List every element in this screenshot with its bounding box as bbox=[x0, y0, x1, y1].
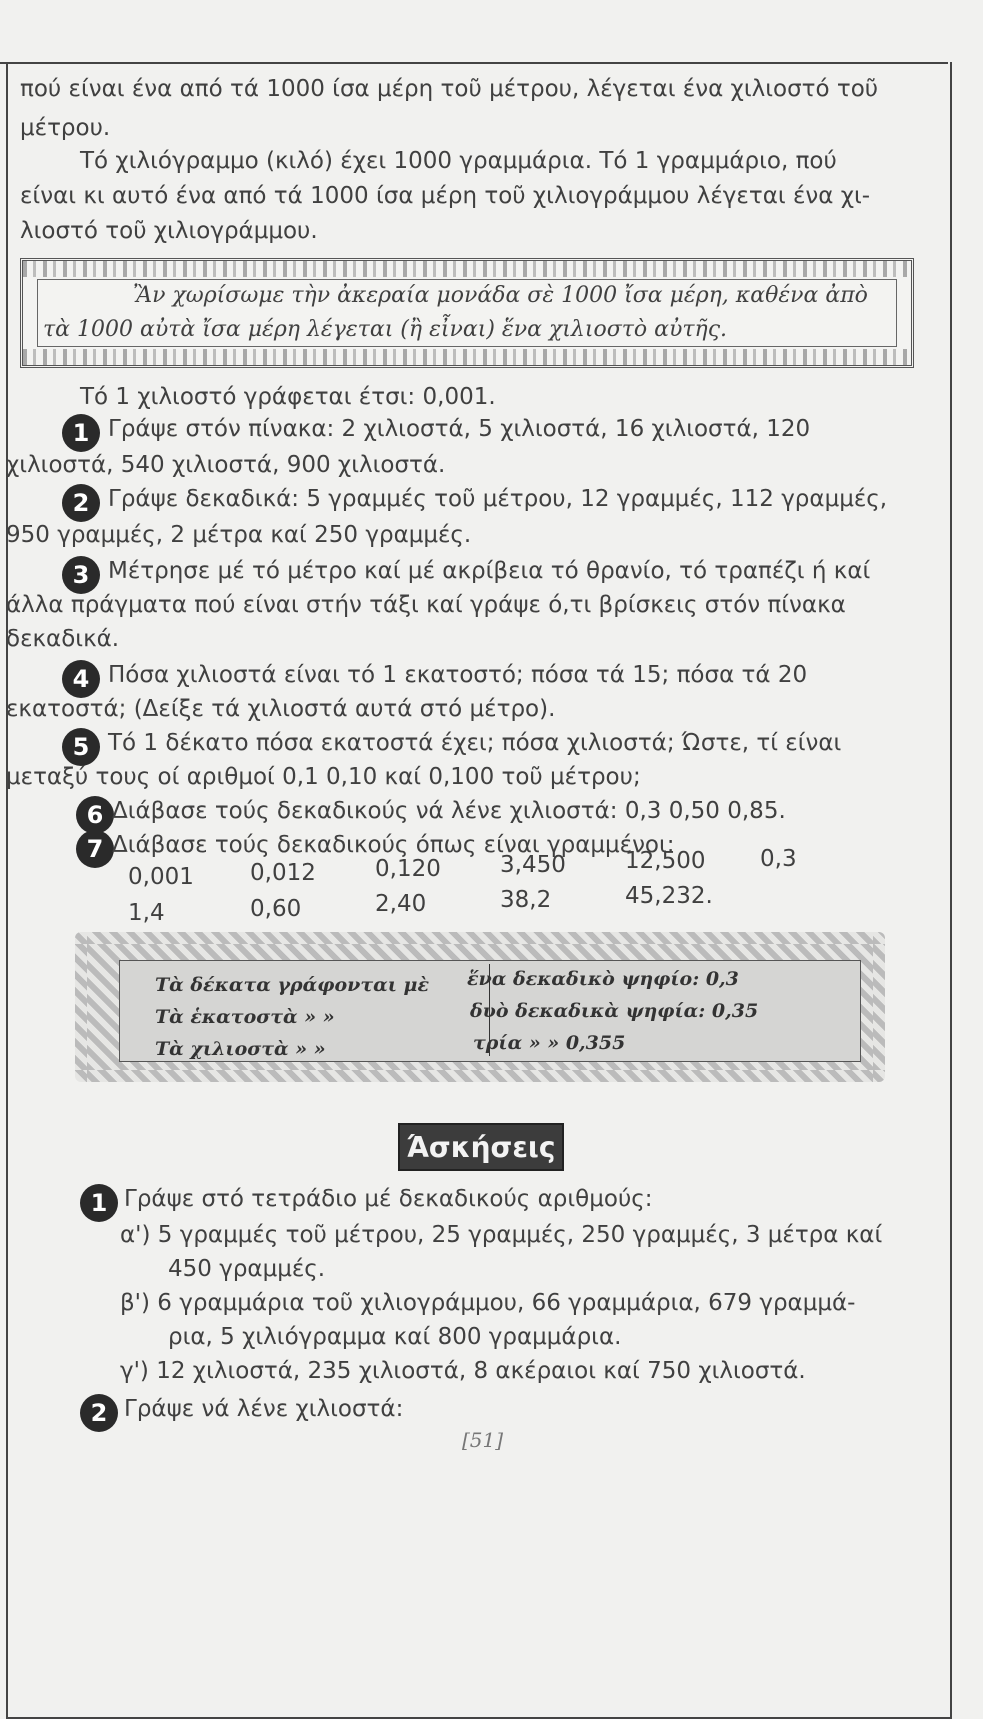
item-1 bbox=[6, 414, 942, 478]
item-text: Γράψε δεκαδικά: 5 γραμμές τοῦ μέτρου, 12 γραμμές, 112 γραμμές, bbox=[108, 486, 888, 512]
item-text: Διάβασε τούς δεκαδικούς όπως είναι γραμμένοι: bbox=[112, 832, 675, 858]
item-4 bbox=[6, 660, 942, 722]
item-text: δεκαδικά. bbox=[6, 626, 120, 652]
intro-line: Τό χιλιόγραμμο (κιλό) έχει 1000 γραμμάρια. Τό 1 γραμμάριο, πού bbox=[80, 148, 837, 174]
exercise-text: Γράψε νά λένε χιλιοστά: bbox=[124, 1396, 404, 1422]
exercise-part-a: α') 5 γραμμές τοῦ μέτρου, 25 γραμμές, 250 γραμμές, 3 μέτρα καί bbox=[120, 1222, 883, 1248]
table-row-right: δυὸ δεκαδικὰ ψηφία: 0,35 bbox=[470, 1000, 759, 1022]
item-text: Γράψε στόν πίνακα: 2 χιλιοστά, 5 χιλιοστά, 16 χιλιοστά, 120 bbox=[108, 416, 811, 442]
item-text: Διάβασε τούς δεκαδικούς νά λένε χιλιοστά: 0,3 0,50 0,85. bbox=[112, 798, 786, 824]
decimal-number: 12,500 bbox=[625, 848, 706, 874]
intro-line: πού είναι ένα από τά 1000 ίσα μέρη τοῦ μέτρου, λέγεται ένα χιλιοστό τοῦ bbox=[20, 76, 879, 102]
item-text: μεταξύ τους οί αριθμοί 0,1 0,10 καί 0,100 τοῦ μέτρου; bbox=[6, 764, 641, 790]
exercise-part-b: β') 6 γραμμάρια τοῦ χιλιογράμμου, 66 γραμμάρια, 679 γραμμά- bbox=[120, 1290, 856, 1316]
exercise-number-badge: 2 bbox=[80, 1394, 118, 1432]
exercise-part-a-cont: 450 γραμμές. bbox=[168, 1256, 326, 1282]
table-row-right: τρία » » 0,355 bbox=[473, 1032, 626, 1054]
item-number-badge: 7 bbox=[76, 830, 114, 868]
item-number-badge: 5 bbox=[62, 728, 100, 766]
decimal-number: 0,001 bbox=[128, 864, 194, 890]
item-number-badge: 4 bbox=[62, 660, 100, 698]
exercise-2 bbox=[80, 1394, 940, 1434]
item-3 bbox=[6, 556, 942, 656]
item-5 bbox=[6, 728, 942, 790]
exercise-part-c: γ') 12 χιλιοστά, 235 χιλιοστά, 8 ακέραιοι καί 750 χιλιοστά. bbox=[120, 1358, 806, 1384]
table-row-left: Τὰ ἑκατοστὰ » » bbox=[155, 1006, 335, 1028]
written-form: Τό 1 χιλιοστό γράφεται έτσι: 0,001. bbox=[80, 384, 496, 410]
decimal-number: 0,012 bbox=[250, 860, 316, 886]
rule-box bbox=[20, 258, 914, 368]
decimal-number: 45,232. bbox=[625, 883, 713, 909]
page-number: [51] bbox=[462, 1428, 504, 1452]
exercise-part-b-cont: ρια, 5 χιλιόγραμμα καί 800 γραμμάρια. bbox=[168, 1324, 622, 1350]
table-row-left: Τὰ δέκατα γράφονται μὲ bbox=[155, 974, 429, 996]
item-text: Μέτρησε μέ τό μέτρο καί μέ ακρίβεια τό θρανίο, τό τραπέζι ή καί bbox=[108, 558, 871, 584]
decimal-number: 0,60 bbox=[250, 896, 302, 922]
decimal-number: 38,2 bbox=[500, 887, 552, 913]
item-text: Τό 1 δέκατο πόσα εκατοστά έχει; πόσα χιλιοστά; Ώστε, τί είναι bbox=[108, 730, 842, 756]
rule-line: Ἂν χωρίσωμε τὴν ἀκεραία μονάδα σὲ 1000 ἴσα μέρη, καθένα ἀπὸ bbox=[133, 283, 868, 308]
floral-border-top bbox=[23, 261, 911, 277]
decimal-number: 0,120 bbox=[375, 856, 441, 882]
item-number-badge: 6 bbox=[76, 796, 114, 834]
exercise-text: Γράψε στό τετράδιο μέ δεκαδικούς αριθμούς: bbox=[124, 1186, 653, 1212]
decimal-number: 1,4 bbox=[128, 900, 165, 926]
item-2 bbox=[6, 484, 942, 548]
decimal-number: 3,450 bbox=[500, 852, 566, 878]
table-row-right: ἕνα δεκαδικὸ ψηφίο: 0,3 bbox=[467, 968, 739, 990]
intro-line: μέτρου. bbox=[20, 115, 111, 141]
exercise-number-badge: 1 bbox=[80, 1184, 118, 1222]
floral-border-bottom bbox=[23, 349, 911, 365]
decimal-number: 2,40 bbox=[375, 891, 427, 917]
item-text: εκατοστά; (Δείξε τά χιλιοστά αυτά στό μέτρο). bbox=[6, 696, 556, 722]
exercises-heading: Άσκήσεις bbox=[398, 1123, 564, 1171]
decimal-places-table bbox=[75, 932, 885, 1082]
item-number-badge: 1 bbox=[62, 414, 100, 452]
item-text: χιλιοστά, 540 χιλιοστά, 900 χιλιοστά. bbox=[6, 452, 446, 478]
item-text: Πόσα χιλιοστά είναι τό 1 εκατοστό; πόσα τά 15; πόσα τά 20 bbox=[108, 662, 808, 688]
exercise-1 bbox=[80, 1184, 940, 1224]
item-number-badge: 3 bbox=[62, 556, 100, 594]
rule-line: τὰ 1000 αὐτὰ ἴσα μέρη λέγεται (ἢ εἶναι) ἕνα χιλιοστὸ αὐτῆς. bbox=[43, 317, 728, 342]
intro-line: λιοστό τοῦ χιλιογράμμου. bbox=[20, 218, 318, 244]
item-text: 950 γραμμές, 2 μέτρα καί 250 γραμμές. bbox=[6, 522, 472, 548]
decimal-number: 0,3 bbox=[760, 846, 797, 872]
item-number-badge: 2 bbox=[62, 484, 100, 522]
table-row-left: Τὰ χιλιοστὰ » » bbox=[155, 1038, 326, 1060]
item-text: άλλα πράγματα πού είναι στήν τάξι καί γράψε ό,τι βρίσκεις στόν πίνακα bbox=[6, 592, 846, 618]
intro-line: είναι κι αυτό ένα από τά 1000 ίσα μέρη τοῦ χιλιογράμμου λέγεται ένα χι- bbox=[20, 183, 871, 209]
